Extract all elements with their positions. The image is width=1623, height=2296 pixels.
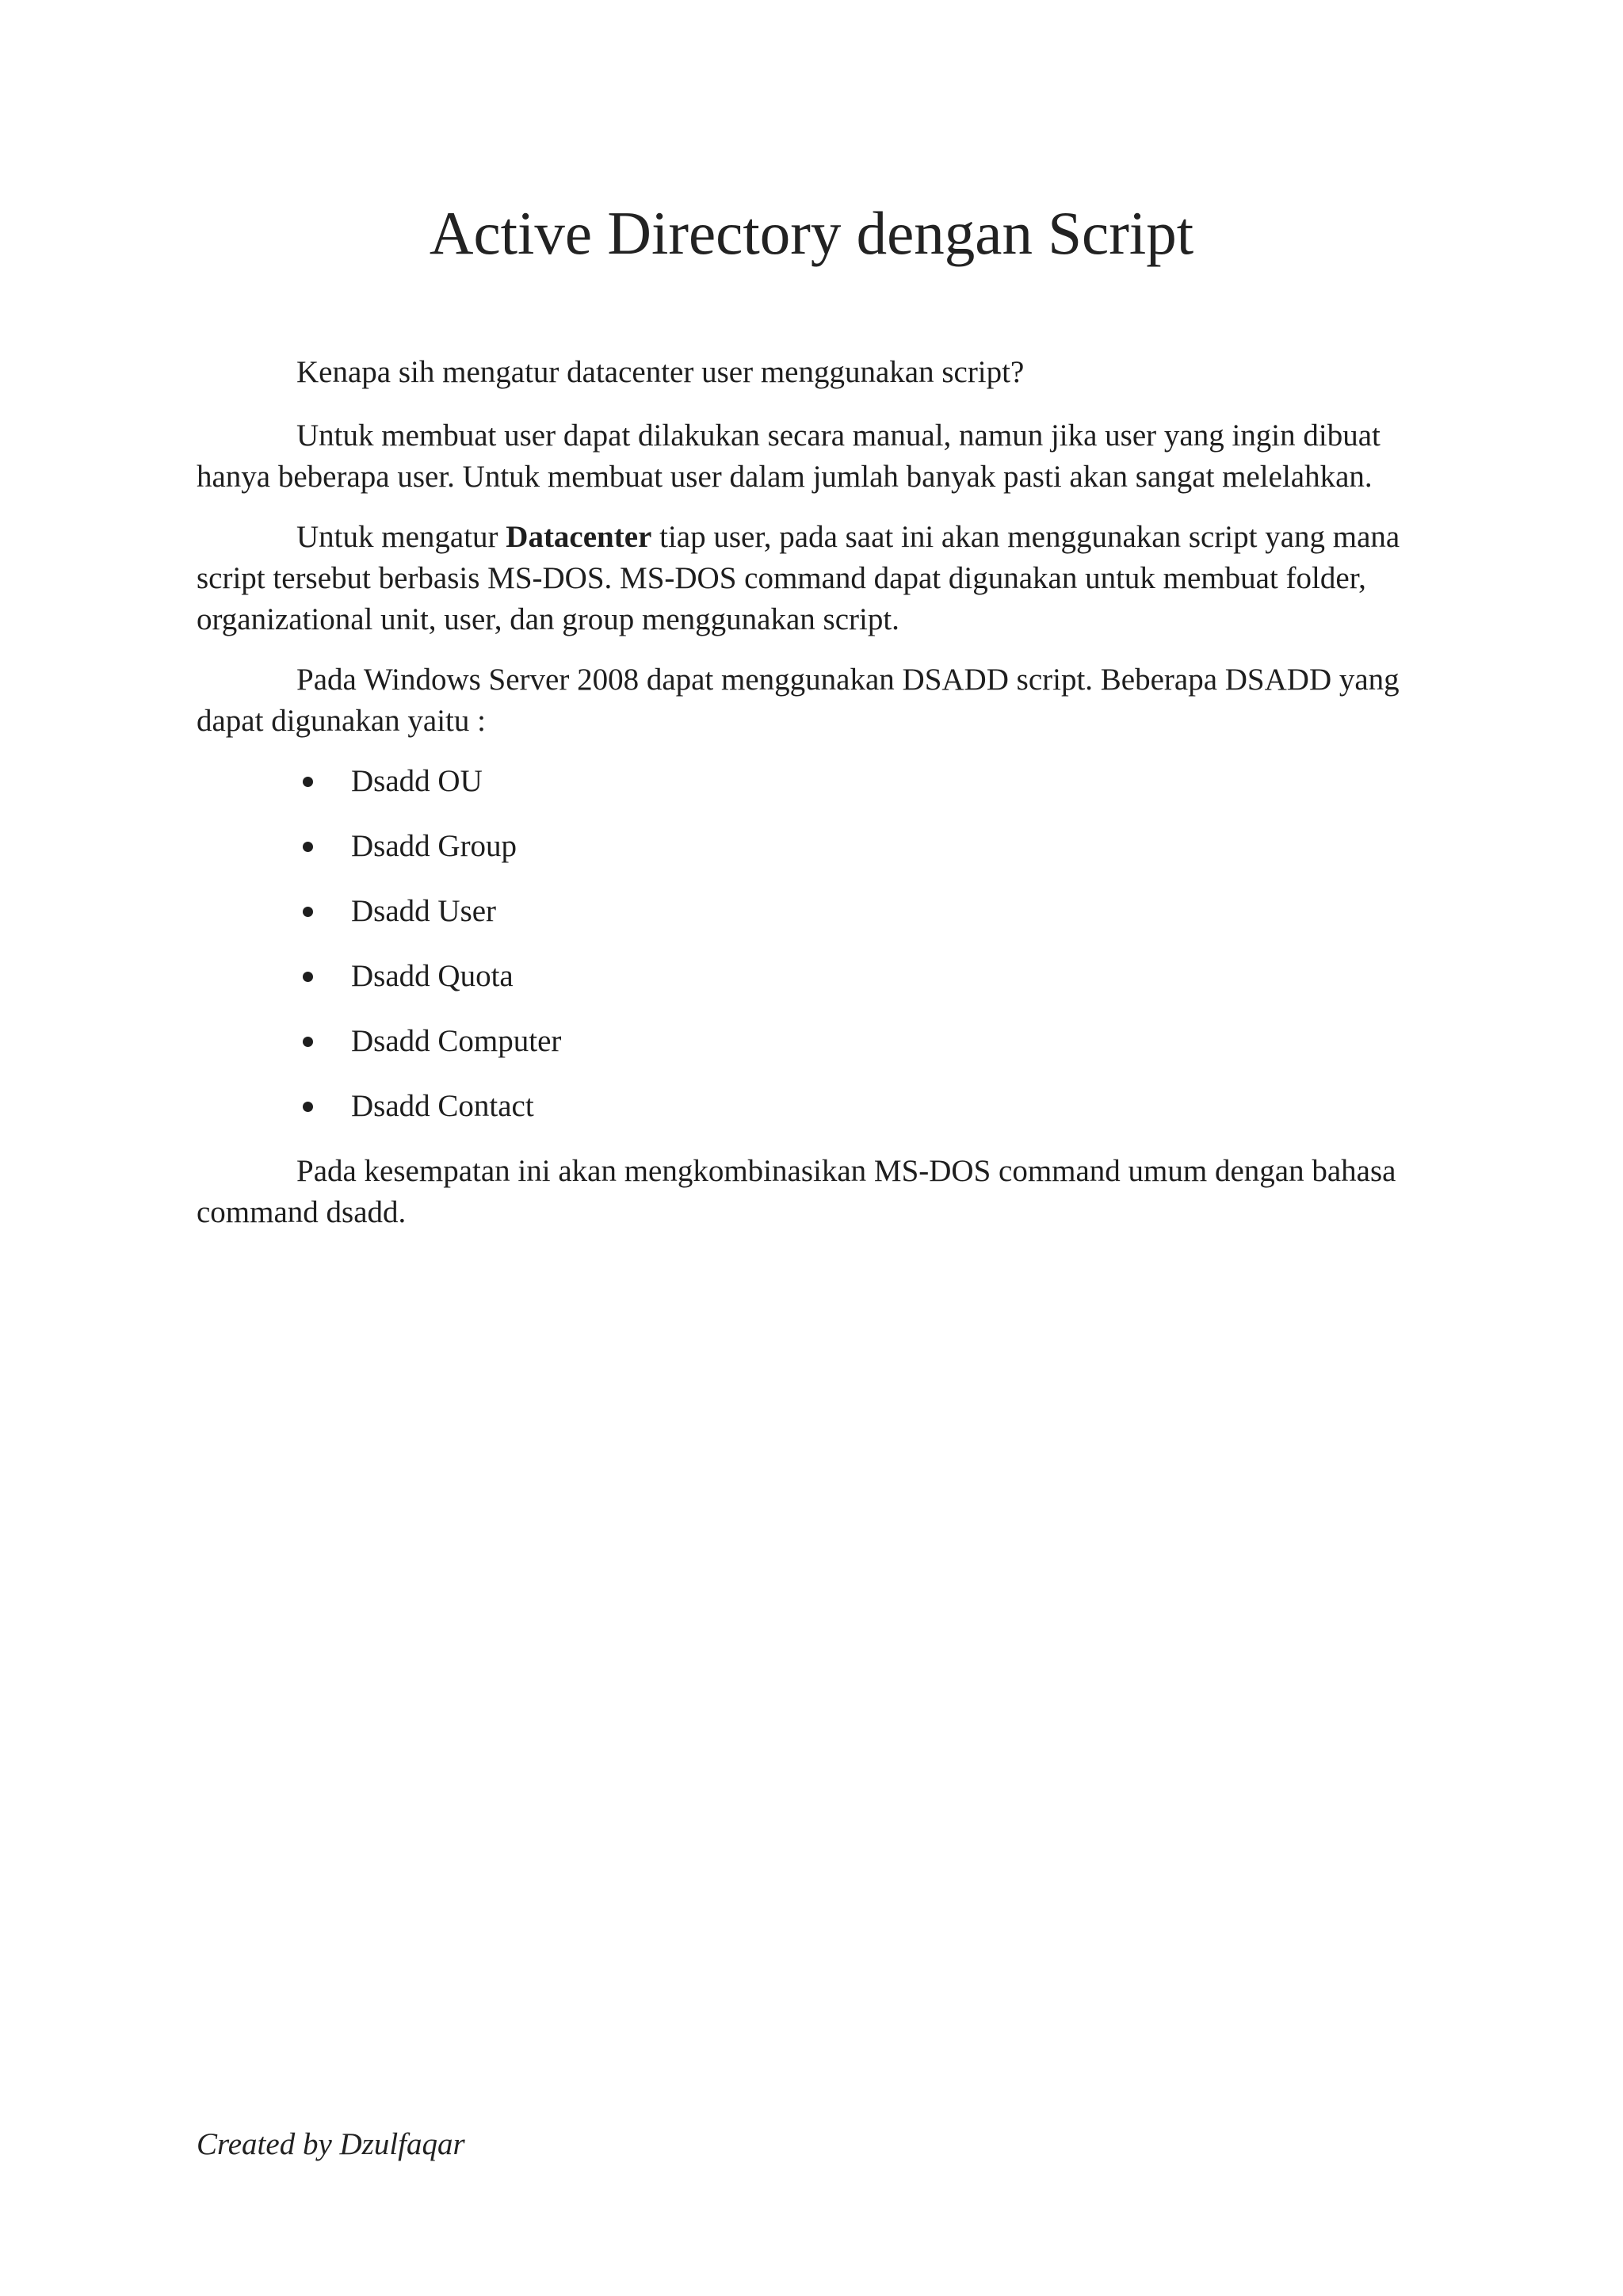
bullet-icon [303,907,313,917]
list-item [197,826,1433,867]
bullet-icon [303,1037,313,1047]
paragraph-datacenter [197,517,1433,640]
list-item [197,761,1433,802]
bullet-icon [303,777,313,787]
list-item [197,891,1433,932]
paragraph-datacenter-rest: tiap user, pada saat ini akan menggunakan script yang mana script tersebut berbasis MS-DOS. MS-DOS command dapat digunakan untuk membuat folder, organizational unit, user, dan group menggunakan script. [197,520,1400,636]
paragraph-manual-users: Untuk membuat user dapat dilakukan secara manual, namun jika user yang ingin dibuat hanya beberapa user. Untuk membuat user dalam jumlah banyak pasti akan sangat melelahkan. [197,418,1381,494]
list-item [197,1086,1433,1127]
list-item-label: Dsadd Group [351,829,517,863]
bullet-icon [303,972,313,982]
paragraph-intro-question: Kenapa sih mengatur datacenter user menggunakan script? [296,355,1025,389]
paragraph-dsadd-intro: Pada Windows Server 2008 dapat menggunakan DSADD script. Beberapa DSADD yang dapat digunakan yaitu : [197,663,1400,738]
paragraph-datacenter-lead: Untuk mengatur [296,520,506,554]
bullet-icon [303,842,313,852]
list-item [197,956,1433,997]
list-item-label: Dsadd OU [351,764,483,798]
datacenter-bold-term: Datacenter [506,520,652,554]
paragraph-conclusion: Pada kesempatan ini akan mengkombinasikan MS-DOS command umum dengan bahasa command dsadd. [197,1154,1396,1229]
list-item-label: Dsadd User [351,894,497,928]
list-item-label: Dsadd Quota [351,959,514,993]
bullet-icon [303,1102,313,1112]
author-footer: Created by Dzulfaqar [197,2127,465,2161]
dsadd-command-list [197,761,1433,1127]
page-title: Active Directory dengan Script [429,199,1194,267]
document-body [197,352,1433,1252]
list-item [197,1021,1433,1062]
list-item-label: Dsadd Contact [351,1089,534,1123]
list-item-label: Dsadd Computer [351,1024,562,1058]
